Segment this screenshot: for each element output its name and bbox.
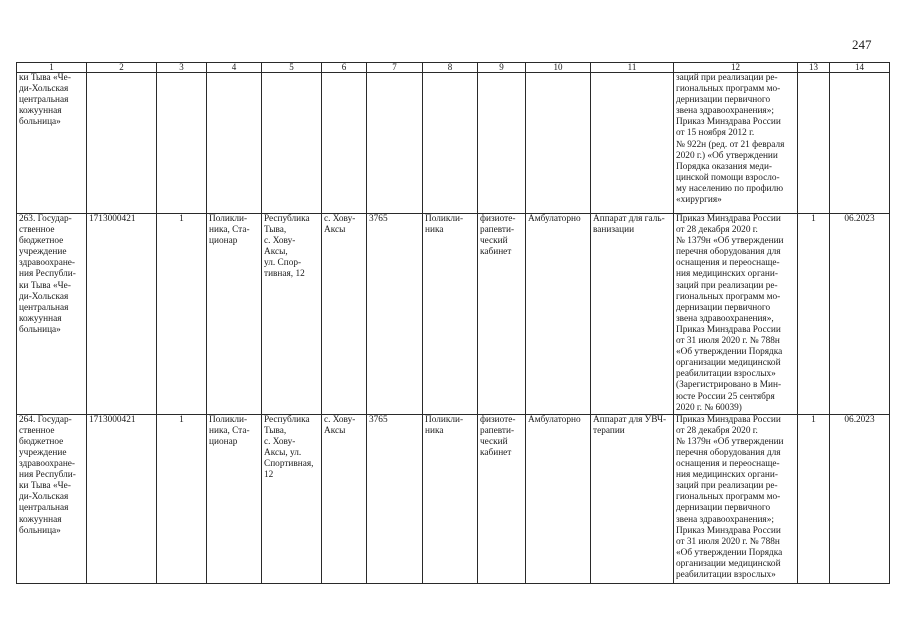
- table-row: [17, 414, 890, 583]
- equipment-cell: [591, 73, 674, 214]
- locality-cell: [322, 73, 367, 214]
- column-number: 7: [367, 63, 423, 73]
- subdivision-cell: Поликли- ника, Ста- ционар: [207, 214, 262, 415]
- organization-cell: ки Тыва «Че- ди-Хольская центральная кожуунная больница»: [17, 73, 87, 214]
- code-cell: 1713000421: [87, 214, 157, 415]
- locality-cell: с. Хову- Аксы: [322, 214, 367, 415]
- subdivision-cell: Поликли- ника, Ста- ционар: [207, 414, 262, 583]
- room-cell: [478, 73, 526, 214]
- column-number: 2: [87, 63, 157, 73]
- address-cell: [262, 73, 322, 214]
- equipment-table: [16, 62, 890, 584]
- subdivision-cell: [207, 73, 262, 214]
- care-form-cell: [526, 73, 591, 214]
- column-number: 4: [207, 63, 262, 73]
- locality-cell: с. Хову- Аксы: [322, 414, 367, 583]
- organization-cell: 264. Государ- ственное бюджетное учреждение здравоохране- ния Республи- ки Тыва «Че- ди-Хольская центральная кожуунная больница»: [17, 414, 87, 583]
- service-cell: [423, 73, 478, 214]
- table-row: [17, 73, 890, 214]
- room-cell: физиоте- рапевти- ческий кабинет: [478, 214, 526, 415]
- address-cell: Республика Тыва, с. Хову- Аксы, ул. Спор- тивная, 12: [262, 214, 322, 415]
- care-form-cell: Амбулаторно: [526, 214, 591, 415]
- quantity-cell: 1: [798, 214, 830, 415]
- column-number: 6: [322, 63, 367, 73]
- locality-code-cell: 3765: [367, 414, 423, 583]
- quantity-cell: 1: [798, 414, 830, 583]
- equipment-cell: Аппарат для галь- ванизации: [591, 214, 674, 415]
- date-cell: 06.2023: [830, 414, 890, 583]
- count-cell: 1: [157, 414, 207, 583]
- address-cell: Республика Тыва, с. Хову- Аксы, ул. Спортивная, 12: [262, 414, 322, 583]
- column-number: 14: [830, 63, 890, 73]
- column-number: 11: [591, 63, 674, 73]
- regulation-cell: заций при реализации ре- гиональных программ мо- дернизации первичного звена здравоохранения»; Приказ Минздрава России от 15 ноября 2012 г. № 922н (ред. от 21 февраля 2020 г.) «Об утверждении Порядка оказания меди- цинской помощи взросло- му населению по профилю «хирургия»: [674, 73, 798, 214]
- column-number: 13: [798, 63, 830, 73]
- care-form-cell: Амбулаторно: [526, 414, 591, 583]
- room-cell: физиоте- рапевти- ческий кабинет: [478, 414, 526, 583]
- code-cell: 1713000421: [87, 414, 157, 583]
- date-cell: [830, 73, 890, 214]
- date-cell: 06.2023: [830, 214, 890, 415]
- table-row: [17, 214, 890, 415]
- column-number: 8: [423, 63, 478, 73]
- page-number: 247: [852, 37, 872, 52]
- equipment-cell: Аппарат для УВЧ- терапии: [591, 414, 674, 583]
- locality-code-cell: [367, 73, 423, 214]
- column-number: 9: [478, 63, 526, 73]
- count-cell: 1: [157, 214, 207, 415]
- column-number: 1: [17, 63, 87, 73]
- column-number-row: [17, 63, 890, 73]
- service-cell: Поликли- ника: [423, 214, 478, 415]
- organization-cell: 263. Государ- ственное бюджетное учреждение здравоохране- ния Республи- ки Тыва «Че- ди-Хольская центральная кожуунная больница»: [17, 214, 87, 415]
- column-number: 12: [674, 63, 798, 73]
- count-cell: [157, 73, 207, 214]
- quantity-cell: [798, 73, 830, 214]
- locality-code-cell: 3765: [367, 214, 423, 415]
- code-cell: [87, 73, 157, 214]
- column-number: 10: [526, 63, 591, 73]
- service-cell: Поликли- ника: [423, 414, 478, 583]
- regulation-cell: Приказ Минздрава России от 28 декабря 2020 г. № 1379н «Об утверждении перечня оборудования для оснащения и переоснаще- ния медицинских органи- заций при реализации ре- гиональных программ мо- дернизации первичного звена здравоохранения»; Приказ Минздрава России от 31 июля 2020 г. № 788н «Об утверждении Порядка организации медицинской реабилитации взрослых»: [674, 414, 798, 583]
- column-number: 3: [157, 63, 207, 73]
- column-number: 5: [262, 63, 322, 73]
- regulation-cell: Приказ Минздрава России от 28 декабря 2020 г. № 1379н «Об утверждении перечня оборудования для оснащения и переоснаще- ния медицинских органи- заций при реализации ре- гиональных программ мо- дернизации первичного звена здравоохранения», Приказ Минздрава России от 31 июля 2020 г. № 788н «Об утверждении Порядка организации медицинской реабилитации взрослых» (Зарегистрировано в Мин- юсте России 25 сентября 2020 г. № 60039): [674, 214, 798, 415]
